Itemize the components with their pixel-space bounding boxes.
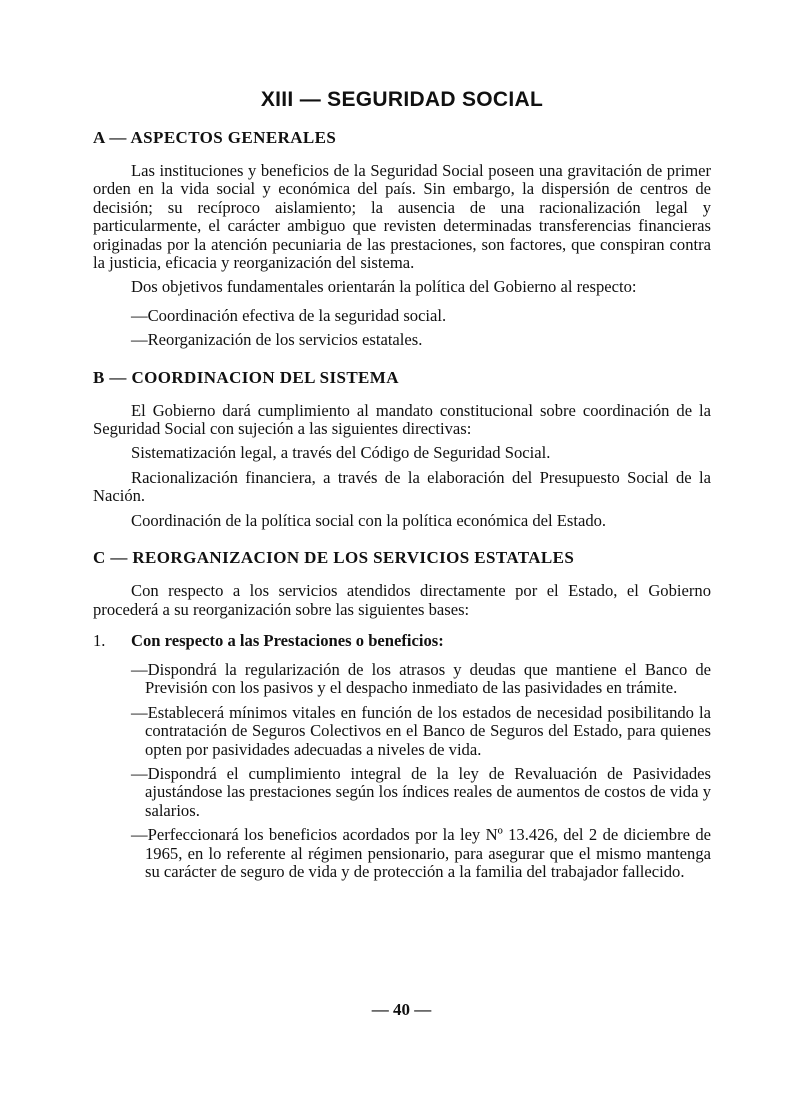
numbered-list-item: [93, 631, 711, 651]
sub-list-item: —Dispondrá el cumplimiento integral de la ley de Revaluación de Pasividades ajustándose las prestaciones según los índices reales de aumentos de costos de vida y salarios.: [131, 763, 711, 820]
list-label: Con respecto a las Prestaciones o beneficios:: [131, 630, 444, 650]
paragraph: El Gobierno dará cumplimiento al mandato constitucional sobre coordinación de la Seguridad Social con sujeción a las siguientes directivas:: [93, 400, 711, 439]
paragraph: Racionalización financiera, a través de la elaboración del Presupuesto Social de la Nación.: [93, 467, 711, 506]
paragraph: Con respecto a los servicios atendidos directamente por el Estado, el Gobierno procederá a su reorganización sobre las siguientes bases:: [93, 581, 711, 619]
section-heading-b: B — COORDINACION DEL SISTEMA: [93, 367, 399, 387]
paragraph: Dos objetivos fundamentales orientarán la política del Gobierno al respecto:: [131, 277, 637, 297]
paragraph: Las instituciones y beneficios de la Seguridad Social poseen una gravitación de primer orden en la vida social y económica del país. Sin embargo, la dispersión de centros de decisión; su recíproco aislamiento; la ausencia de una racionalización legal y particularmente, el carácter ambiguo que revisten determinadas transferencias financieras originadas por la atención pecuniaria de las prestaciones, son factores, que conspiran contra la justicia, eficacia y reorganización del sistema.: [93, 161, 711, 273]
page-number: — 40 —: [371, 1000, 432, 1019]
sub-list-item: —Perfeccionará los beneficios acordados por la ley Nº 13.426, del 2 de diciembre de 1965, en lo referente al régimen pensionario, para asegurar que el mismo mantenga su carácter de seguro de vida y de protección a la familia del trabajador fallecido.: [131, 825, 711, 881]
section-heading-a: A — ASPECTOS GENERALES: [93, 128, 337, 147]
paragraph: Coordinación de la política social con la política económica del Estado.: [131, 510, 607, 530]
chapter-title: XIII — SEGURIDAD SOCIAL: [260, 88, 544, 111]
section-heading-c: C — REORGANIZACION DE LOS SERVICIOS ESTATALES: [93, 548, 575, 568]
sub-list-item: —Establecerá mínimos vitales en función de los estados de necesidad posibilitando la contratación de Seguros Colectivos en el Banco de Seguros del Estado, para quienes opten por pasividades adecuadas a niveles de vida.: [131, 702, 711, 759]
paragraph: Sistematización legal, a través del Código de Seguridad Social.: [131, 443, 551, 463]
list-number: 1.: [93, 630, 106, 650]
document-page: [93, 88, 711, 881]
list-item: —Coordinación efectiva de la seguridad social.: [131, 305, 447, 325]
sub-list-item: —Dispondrá la regularización de los atrasos y deudas que mantiene el Banco de Previsión con los pasivos y el despacho inmediato de las pasividades en trámite.: [131, 659, 711, 698]
list-item: —Reorganización de los servicios estatales.: [131, 330, 423, 350]
